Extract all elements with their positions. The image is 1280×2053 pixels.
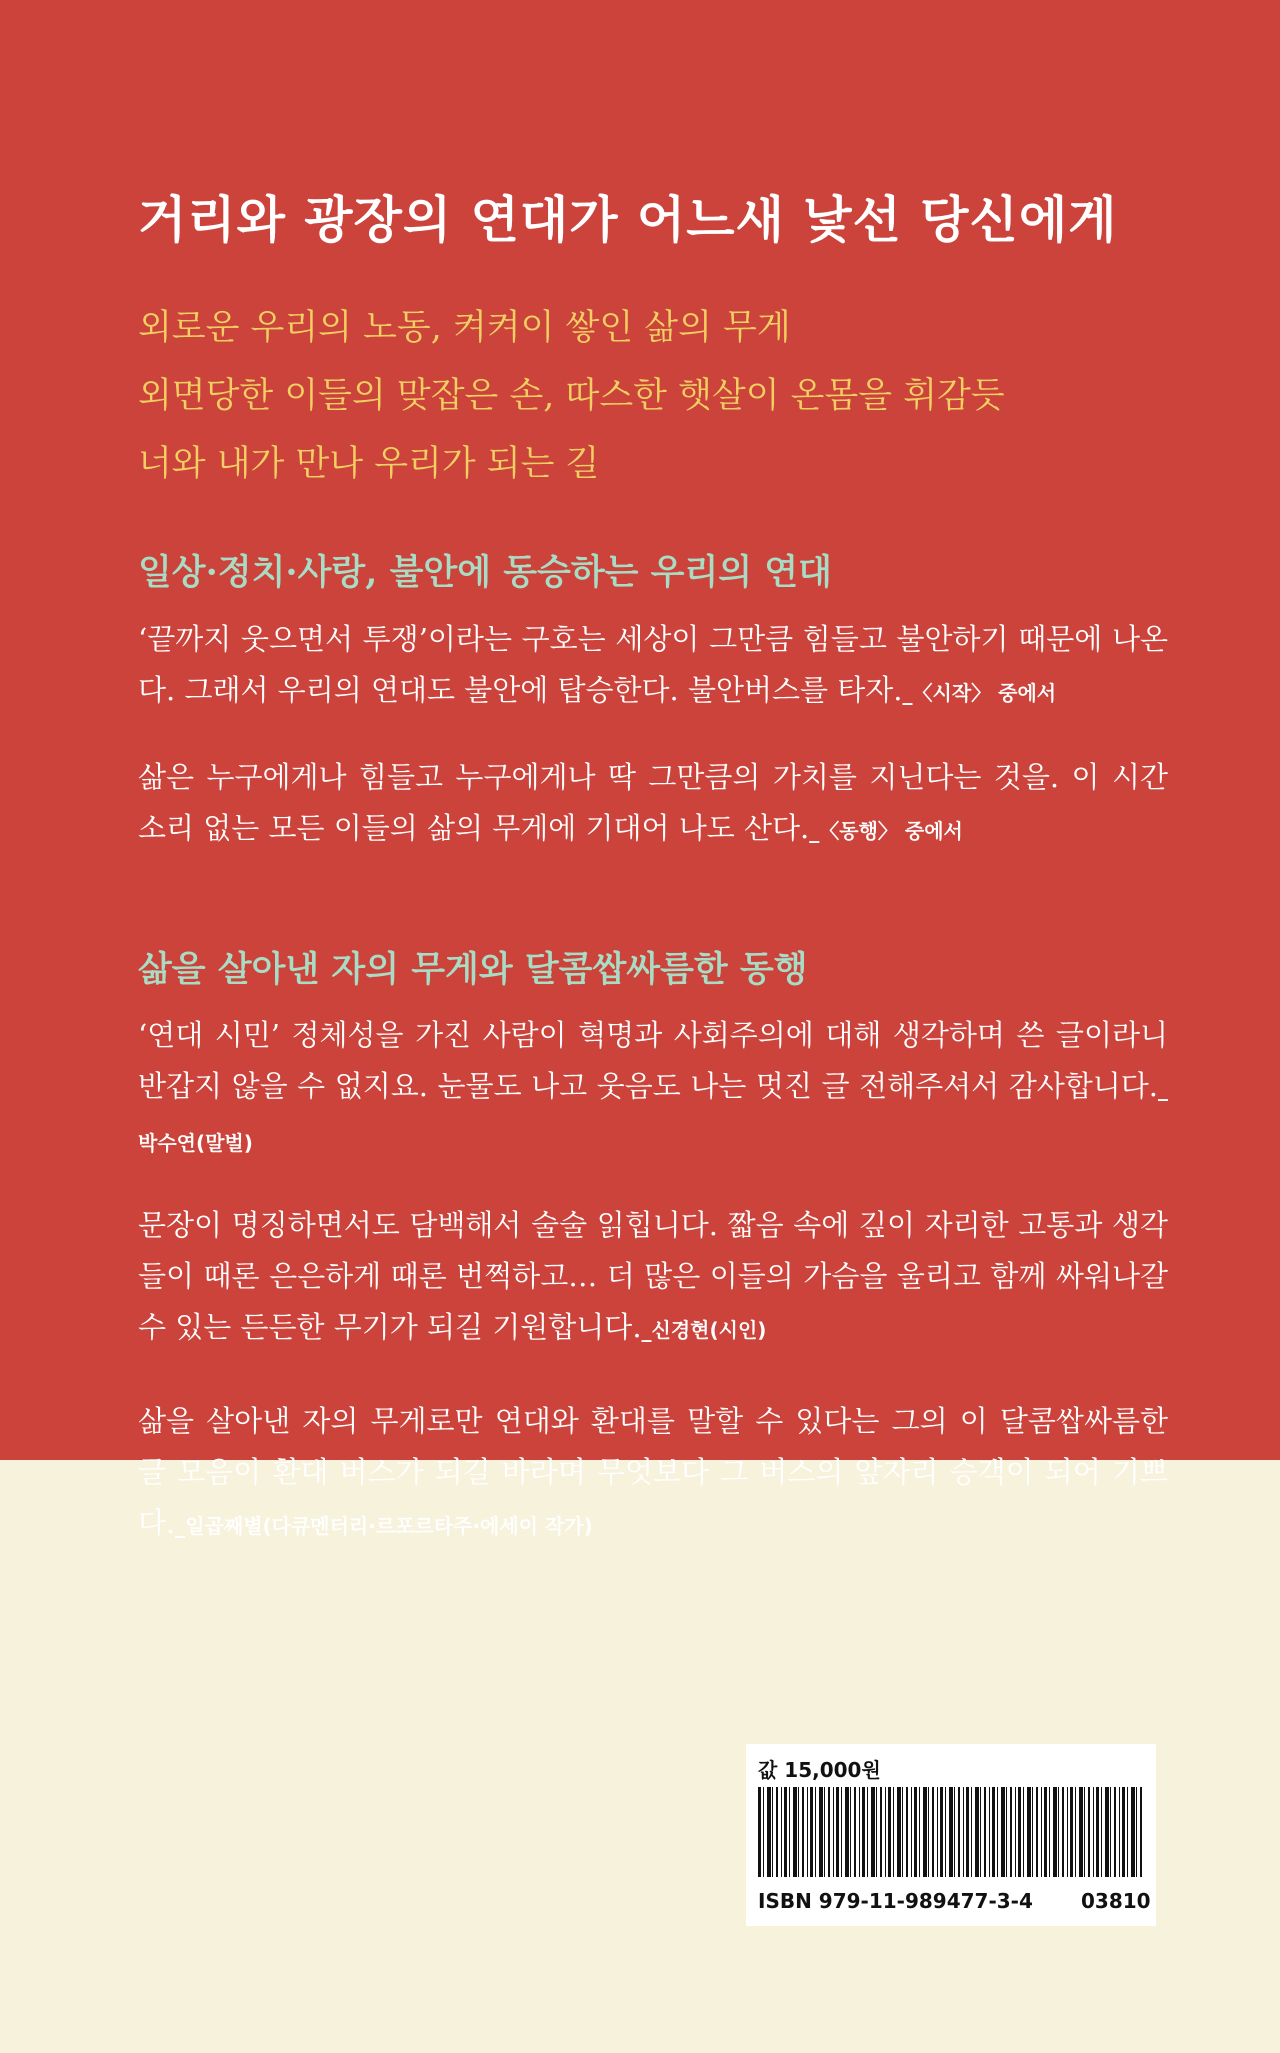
poem [138, 300, 1178, 504]
review-paragraph [138, 1200, 1168, 1356]
review-source: _일곱째별(다큐멘터리·르포르타주·에세이 작가) [175, 1514, 593, 1538]
section-title-2: 삶을 살아낸 자의 무게와 달콤쌉싸름한 동행 [138, 949, 808, 990]
excerpt-paragraph [138, 752, 1168, 857]
addon-code: 03810 [1081, 1889, 1151, 1913]
section-title-1: 일상·정치·사랑, 불안에 동승하는 우리의 연대 [138, 552, 832, 593]
isbn-label: ISBN 979-11-989477-3-4 [758, 1889, 1033, 1913]
poem-line: 외면당한 이들의 맞잡은 손, 따스한 햇살이 온몸을 휘감듯 [138, 376, 1005, 416]
barcode-panel [746, 1744, 1156, 1926]
headline: 거리와 광장의 연대가 어느새 낯선 당신에게 [138, 191, 1118, 249]
price-label: 값 15,000원 [758, 1758, 881, 1782]
review-paragraph [138, 1010, 1168, 1169]
excerpt-text: 삶은 누구에게나 힘들고 누구에게나 딱 그만큼의 가치를 지닌다는 것을. 이 시간 소리 없는 모든 이들의 삶의 무게에 기대어 나도 산다. [138, 760, 1168, 845]
review-text: ‘연대 시민’ 정체성을 가진 사람이 혁명과 사회주의에 대해 생각하며 쓴 글이라니 반갑지 않을 수 없지요. 눈물도 나고 웃음도 나는 멋진 글 전해주셔서 감사합니다. [138, 1018, 1168, 1103]
barcode-icon [758, 1787, 1144, 1877]
poem-line: 너와 내가 만나 우리가 되는 길 [138, 444, 600, 484]
review-text: 삶을 살아낸 자의 무게로만 연대와 환대를 말할 수 있다는 그의 이 달콤쌉싸름한 글 모음이 환대 버스가 되길 바라며 무엇보다 그 버스의 앞자리 승객이 되어 기쁘다. [138, 1404, 1168, 1540]
poem-line: 외로운 우리의 노동, 켜켜이 쌓인 삶의 무게 [138, 308, 791, 348]
excerpt-paragraph [138, 614, 1168, 719]
review-source: _박수연(말벌) [138, 1077, 1168, 1155]
review-text: 문장이 명징하면서도 담백해서 술술 읽힙니다. 짧음 속에 깊이 자리한 고통과 생각들이 때론 은은하게 때론 번쩍하고… 더 많은 이들의 가슴을 울리고 함께 싸워나갈 수 있는 든든한 무기가 되길 기원합니다. [138, 1208, 1168, 1344]
review-source: _신경현(시인) [641, 1318, 767, 1342]
excerpt-source: _〈동행〉 중에서 [809, 819, 963, 843]
review-paragraph [138, 1396, 1168, 1552]
excerpt-text: ‘끝까지 웃으면서 투쟁’이라는 구호는 세상이 그만큼 힘들고 불안하기 때문에 나온다. 그래서 우리의 연대도 불안에 탑승한다. 불안버스를 타자. [138, 622, 1168, 707]
excerpt-source: _〈시작〉 중에서 [902, 681, 1057, 705]
